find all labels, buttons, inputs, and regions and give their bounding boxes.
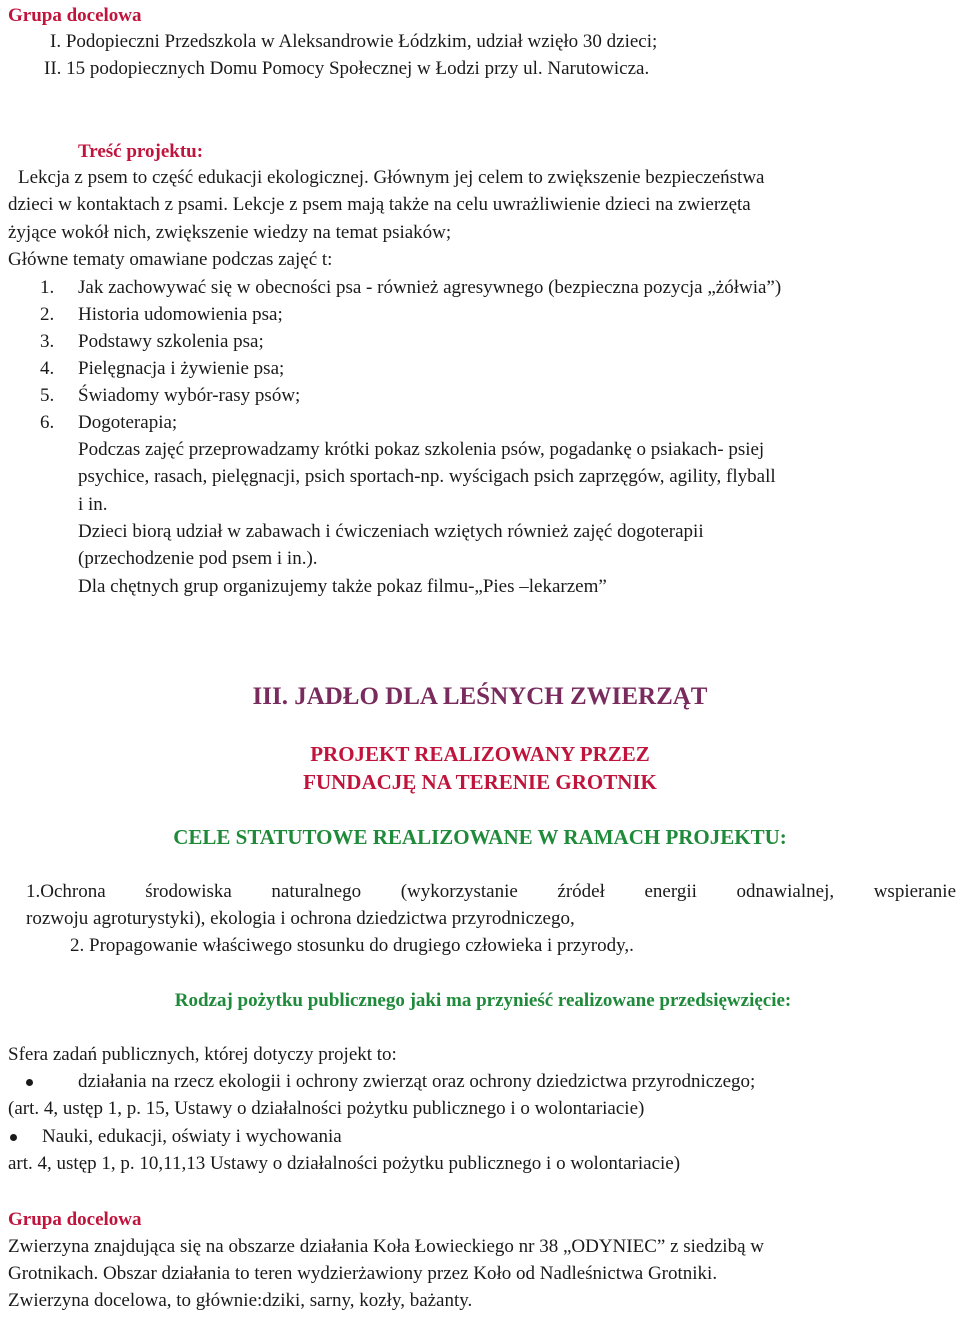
intro-line: Główne tematy omawiane podczas zajęć t: <box>8 249 333 270</box>
topic-number: 4. <box>40 358 55 379</box>
section-heading-project-content: Treść projektu: <box>78 141 204 162</box>
detail-line: Podczas zajęć przeprowadzamy krótki pokaz szkolenia psów, pogadankę o psiakach- psiej <box>78 439 765 460</box>
sphere-item: Nauki, edukacji, oświaty i wychowania <box>42 1126 342 1147</box>
goal-item: 2. Propagowanie właściwego stosunku do drugiego człowieka i przyrody,. <box>70 935 634 956</box>
topic-number: 6. <box>40 412 55 433</box>
topic-number: 5. <box>40 385 55 406</box>
topic-text: Historia udomowienia psa; <box>78 304 283 325</box>
sphere-intro: Sfera zadań publicznych, której dotyczy projekt to: <box>8 1044 397 1065</box>
target-line: Zwierzyna znajdująca się na obszarze działania Koła Łowieckiego nr 38 „ODYNIEC” z siedzibą w <box>8 1236 764 1257</box>
goal-item: 1.Ochrona środowiska naturalnego (wykorzystanie źródeł energii odnawialnej, wspieranie <box>26 881 956 902</box>
topic-text: Podstawy szkolenia psa; <box>78 331 264 352</box>
bullet-icon <box>26 1079 33 1086</box>
sphere-item: działania na rzecz ekologii i ochrony zwierząt oraz ochrony dziedzictwa przyrodniczego; <box>78 1071 756 1092</box>
sphere-item-reference: art. 4, ustęp 1, p. 10,11,13 Ustawy o działalności pożytku publicznego i o wolontariacie) <box>8 1153 681 1174</box>
detail-line: Dla chętnych grup organizujemy także pokaz filmu-„Pies –lekarzem” <box>78 576 607 597</box>
intro-line: dzieci w kontaktach z psami. Lekcje z psem mają także na celu uwrażliwienie dzieci na zwierzęta <box>8 194 751 215</box>
benefit-heading: Rodzaj pożytku publicznego jaki ma przynieść realizowane przedsięwzięcie: <box>174 990 792 1011</box>
target-line: Zwierzyna docelowa, to głównie:dziki, sarny, kozły, bażanty. <box>8 1290 473 1311</box>
detail-line: i in. <box>78 494 108 515</box>
goals-heading: CELE STATUTOWE REALIZOWANE W RAMACH PROJEKTU: <box>173 825 787 849</box>
topic-text: Pielęgnacja i żywienie psa; <box>78 358 285 379</box>
bullet-icon <box>10 1134 17 1141</box>
target-group-item: II. 15 podopiecznych Domu Pomocy Społecznej w Łodzi przy ul. Narutowicza. <box>44 58 650 79</box>
section-title: III. JADŁO DLA LEŚNYCH ZWIERZĄT <box>252 683 708 710</box>
sphere-item-reference: (art. 4, ustęp 1, p. 15, Ustawy o działalności pożytku publicznego i o wolontariacie) <box>8 1098 645 1119</box>
detail-line: psychice, rasach, pielęgnacji, psich sportach-np. wyścigach psich zaprzęgów, agility, flyball <box>78 466 776 487</box>
section-heading-target-group: Grupa docelowa <box>8 1209 142 1230</box>
intro-line: Lekcja z psem to część edukacji ekologicznej. Głównym jej celem to zwiększenie bezpieczeństwa <box>18 167 765 188</box>
detail-line: Dzieci biorą udział w zabawach i ćwiczeniach wziętych również zajęć dogoterapii <box>78 521 704 542</box>
project-subtitle: PROJEKT REALIZOWANY PRZEZ <box>310 742 650 766</box>
topic-text: Świadomy wybór-rasy psów; <box>78 385 301 406</box>
target-group-item: I. Podopieczni Przedszkola w Aleksandrowie Łódzkim, udział wzięło 30 dzieci; <box>50 31 658 52</box>
section-heading-target-group: Grupa docelowa <box>8 5 142 26</box>
detail-line: (przechodzenie pod psem i in.). <box>78 548 318 569</box>
goal-item-continuation: rozwoju agroturystyki), ekologia i ochrona dziedzictwa przyrodniczego, <box>26 908 575 929</box>
topic-number: 2. <box>40 304 55 325</box>
project-subtitle: FUNDACJĘ NA TERENIE GROTNIK <box>303 770 657 794</box>
topic-text: Dogoterapia; <box>78 412 178 433</box>
topic-number: 3. <box>40 331 55 352</box>
topic-text: Jak zachowywać się w obecności psa - również agresywnego (bezpieczna pozycja „żółwia”) <box>78 277 782 298</box>
intro-line: żyjące wokół nich, zwiększenie wiedzy na temat psiaków; <box>8 222 452 243</box>
topic-number: 1. <box>40 277 55 298</box>
target-line: Grotnikach. Obszar działania to teren wydzierżawiony przez Koło od Nadleśnictwa Grotniki. <box>8 1263 718 1284</box>
